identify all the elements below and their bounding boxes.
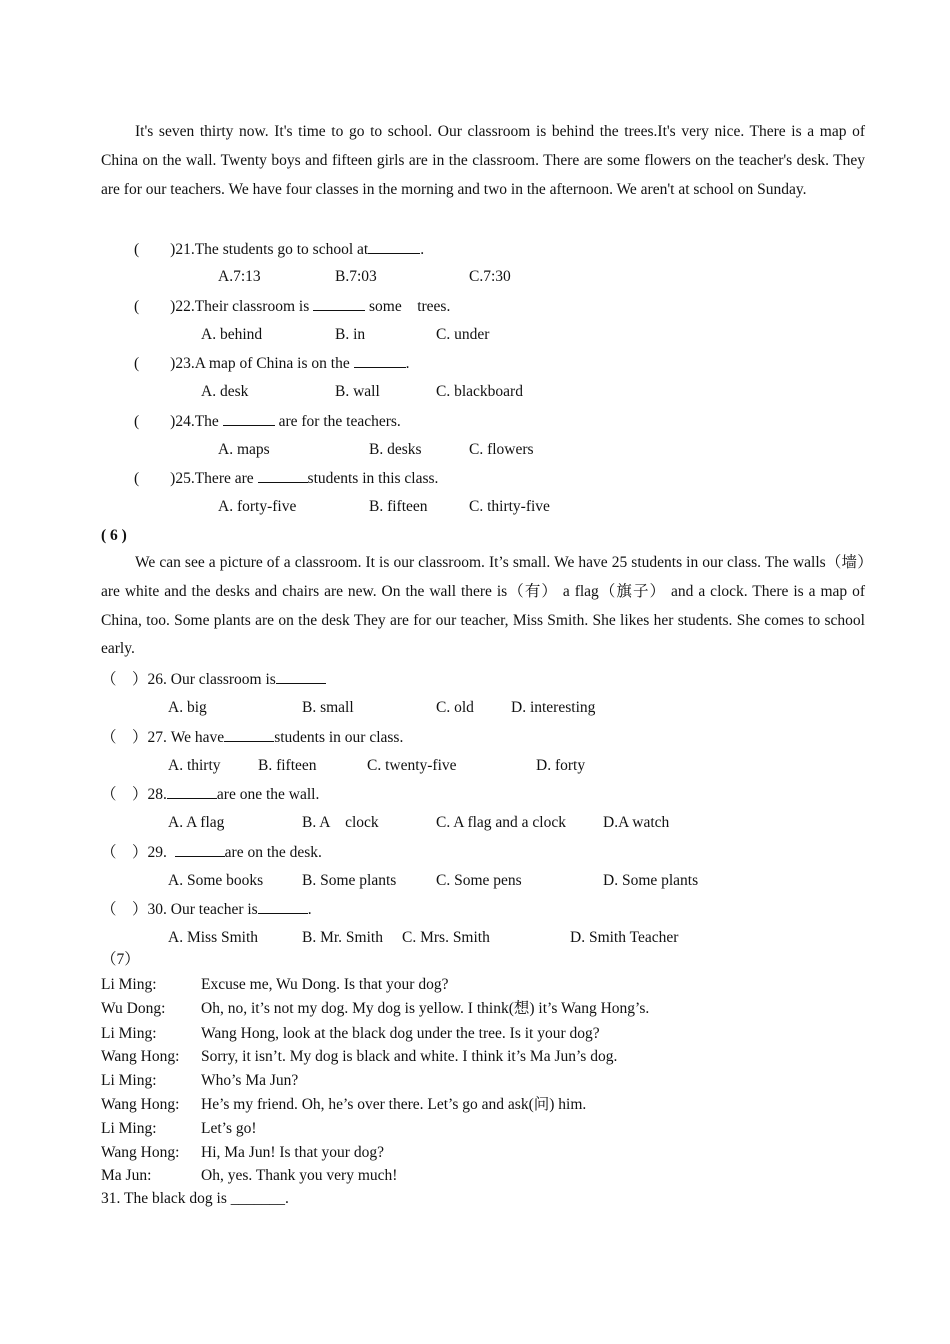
question-29: （ ）29. are on the desk. (101, 844, 322, 861)
option-28a: A. A flag (168, 814, 225, 831)
option-23c: C. blackboard (436, 383, 523, 400)
option-30a: A. Miss Smith (168, 929, 259, 946)
answer-blank[interactable] (276, 669, 326, 684)
answer-blank[interactable] (175, 842, 225, 857)
reading-passage-6 (101, 549, 865, 664)
section-7-heading: （7） (101, 951, 140, 968)
answer-blank[interactable] (167, 784, 217, 799)
option-22a: A. behind (201, 326, 263, 343)
passage-6-text: We can see a picture of a classroom. It is our classroom. It’s small. We have 25 students in our class. The walls（墙）are white and the desks and chairs are new. On the wall there is（有） a flag（旗子） and a clock. There is a map of China, too. Some plants are on the desk They are for our teacher, Miss Smith. She likes her students. She comes to school early. (101, 554, 865, 658)
dialogue-line: Excuse me, Wu Dong. Is that your dog? (201, 976, 449, 993)
option-24c: C. flowers (469, 441, 534, 458)
option-30b: B. Mr. Smith (302, 929, 383, 946)
option-26c: C. old (436, 699, 474, 716)
question-26: （ ）26. Our classroom is (101, 669, 326, 690)
option-25c: C. thirty-five (469, 498, 550, 515)
dialogue-line: Oh, no, it’s not my dog. My dog is yellow. I think(想) it’s Wang Hong’s. (201, 1000, 650, 1017)
dialogue-line: Let’s go! (201, 1120, 257, 1137)
answer-blank[interactable] (258, 899, 308, 914)
dialogue-speaker: Wu Dong: (101, 1000, 166, 1017)
reading-passage-5 (101, 118, 865, 204)
dialogue-speaker: Li Ming: (101, 1072, 157, 1089)
question-23: ( )23.A map of China is on the . (134, 355, 410, 372)
passage-5-text: It's seven thirty now. It's time to go to school. Our classroom is behind the trees.It's very nice. There is a map of China on the wall. Twenty boys and fifteen girls are in the classroom. There are some flowers on the teacher's desk. They are for our teachers. We have four classes in the morning and two in the afternoon. We aren't at school on Sunday. (101, 123, 865, 198)
option-21c: C.7:30 (469, 268, 511, 285)
question-28: （ ）28. are one the wall. (101, 786, 320, 803)
option-30d: D. Smith Teacher (570, 929, 679, 946)
dialogue-speaker: Li Ming: (101, 1025, 157, 1042)
answer-blank[interactable] (258, 468, 308, 483)
answer-blank[interactable] (313, 296, 365, 311)
dialogue-speaker: Li Ming: (101, 976, 157, 993)
section-6-heading: ( 6 ) (101, 527, 127, 544)
option-28d: D.A watch (603, 814, 670, 831)
option-24b: B. desks (369, 441, 422, 458)
dialogue-line: Wang Hong, look at the black dog under the tree. Is it your dog? (201, 1025, 600, 1042)
option-26b: B. small (302, 699, 354, 716)
dialogue-speaker: Li Ming: (101, 1120, 157, 1137)
option-21b: B.7:03 (335, 268, 377, 285)
dialogue-line: Hi, Ma Jun! Is that your dog? (201, 1144, 384, 1161)
question-24: ( )24.The are for the teachers. (134, 413, 401, 430)
option-27d: D. forty (536, 757, 586, 774)
option-30c: C. Mrs. Smith (402, 929, 490, 946)
option-22c: C. under (436, 326, 490, 343)
dialogue-line: He’s my friend. Oh, he’s over there. Let’s go and ask(问) him. (201, 1096, 587, 1113)
option-22b: B. in (335, 326, 366, 343)
dialogue-speaker: Wang Hong: (101, 1096, 180, 1113)
option-29b: B. Some plants (302, 872, 397, 889)
option-28b: B. A clock (302, 814, 379, 831)
dialogue-line: Who’s Ma Jun? (201, 1072, 299, 1089)
question-30: （ ）30. Our teacher is . (101, 901, 312, 918)
question-27: （ ）27. We have students in our class. (101, 729, 404, 746)
dialogue-line: Sorry, it isn’t. My dog is black and white. I think it’s Ma Jun’s dog. (201, 1048, 618, 1065)
option-29a: A. Some books (168, 872, 264, 889)
option-26d: D. interesting (511, 699, 596, 716)
answer-blank[interactable] (224, 727, 274, 742)
question-31: 31. The black dog is _______. (101, 1190, 289, 1207)
answer-blank[interactable] (354, 353, 406, 368)
dialogue-speaker: Ma Jun: (101, 1167, 152, 1184)
dialogue-speaker: Wang Hong: (101, 1144, 180, 1161)
option-28c: C. A flag and a clock (436, 814, 566, 831)
option-27b: B. fifteen (258, 757, 317, 774)
question-21: ( )21.The students go to school at . (134, 241, 425, 258)
option-27c: C. twenty-five (367, 757, 457, 774)
option-27a: A. thirty (168, 757, 221, 774)
option-29d: D. Some plants (603, 872, 699, 889)
option-25a: A. forty-five (218, 498, 297, 515)
option-26a: A. big (168, 699, 207, 716)
question-22: ( )22.Their classroom is some trees. (134, 298, 451, 315)
option-24a: A. maps (218, 441, 270, 458)
option-25b: B. fifteen (369, 498, 428, 515)
question-25: ( )25.There are students in this class. (134, 470, 439, 487)
option-23a: A. desk (201, 383, 249, 400)
dialogue-speaker: Wang Hong: (101, 1048, 180, 1065)
option-23b: B. wall (335, 383, 380, 400)
option-21a: A.7:13 (218, 268, 261, 285)
answer-blank[interactable] (223, 411, 275, 426)
answer-blank[interactable] (368, 239, 420, 254)
dialogue-line: Oh, yes. Thank you very much! (201, 1167, 398, 1184)
option-29c: C. Some pens (436, 872, 522, 889)
